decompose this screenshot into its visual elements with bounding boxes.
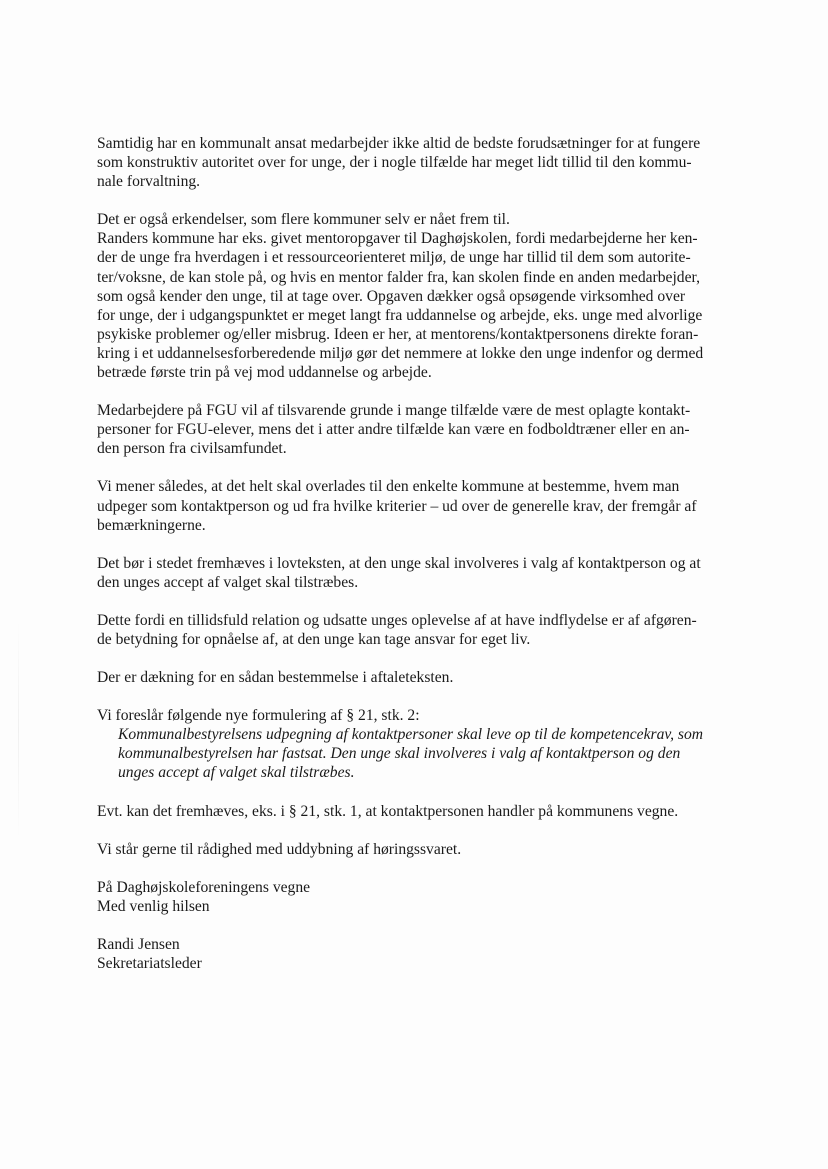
text-line: Vi mener således, at det helt skal overlades til den enkelte kommune at bestemme, hvem man — [97, 478, 680, 496]
scan-edge-shadow — [18, 620, 19, 840]
on-behalf-line: På Daghøjskoleforeningens vegne — [97, 878, 311, 896]
paragraph-stk1 — [97, 802, 745, 821]
letter-body — [97, 134, 745, 973]
text-line: Samtidig har en kommunalt ansat medarbejder ikke altid de bedste forudsætninger for at fungere — [97, 135, 701, 152]
proposal-quote-line: kommunalbestyrelsen har fastsat. Den unge skal involveres i valg af kontaktperson og den — [118, 745, 681, 763]
text-line: Det bør i stedet fremhæves i lovteksten, at den unge skal involveres i valg af kontaktperson og at — [97, 554, 701, 572]
text-line: som konstruktiv autoritet over for unge, der i nogle tilfælde har meget lidt tillid til den kommu- — [97, 154, 692, 172]
text-line: som også kender den unge, til at tage over. Opgaven dækker også opsøgende virksomhed over — [97, 287, 686, 305]
text-line: bemærkningerne. — [97, 516, 206, 534]
text-line: udpeger som kontaktperson og ud fra hvilke kriterier – ud over de generelle krav, der fremgår af — [97, 497, 697, 515]
paragraph-autoritet — [97, 134, 745, 191]
text-line: de betydning for opnåelse af, at den unge kan tage ansvar for eget liv. — [97, 630, 531, 648]
proposal-quote-line: Kommunalbestyrelsens udpegning af kontaktpersoner skal leve op til de kompetencekrav, som — [118, 726, 704, 744]
text-line: den person fra civilsamfundet. — [97, 440, 287, 458]
text-line: personer for FGU-elever, mens det i atter andre tilfælde kan være en fodboldtræner eller en an- — [97, 421, 690, 439]
text-line: den unges accept af valget skal tilstræbes. — [97, 573, 359, 591]
text-line: nale forvaltning. — [97, 173, 201, 191]
text-line: ter/voksne, de kan stole på, og hvis en mentor falder fra, kan skolen finde en anden medarbejder, — [97, 268, 700, 286]
signature-name-block — [97, 935, 745, 973]
paragraph-aftaletekst — [97, 668, 745, 687]
text-line: Evt. kan det fremhæves, eks. i § 21, stk. 1, at kontaktpersonen handler på kommunens vegne. — [97, 802, 679, 820]
paragraph-randers — [97, 210, 745, 382]
text-line: Dette fordi en tillidsfuld relation og udsatte unges oplevelse af at have indflydelse er af afgøren- — [97, 611, 697, 629]
paragraph-tillid — [97, 611, 745, 649]
text-line: Randers kommune har eks. givet mentoropgaver til Daghøjskolen, fordi medarbejderne her ken- — [97, 230, 698, 248]
paragraph-uddybning — [97, 840, 745, 859]
text-line: psykiske problemer og/eller misbrug. Ideen er her, at mentorens/kontaktpersonens direkte foran- — [97, 325, 699, 343]
text-line: Vi står gerne til rådighed med uddybning af høringssvaret. — [97, 840, 462, 858]
signer-name: Randi Jensen — [97, 935, 180, 953]
text-line: Medarbejdere på FGU vil af tilsvarende grunde i mange tilfælde være de mest oplagte kontakt- — [97, 402, 691, 420]
text-line: betræde første trin på vej mod uddannelse og arbejde. — [97, 364, 432, 382]
proposal-intro: Vi foreslår følgende nye formulering af § 21, stk. 2: — [97, 707, 420, 725]
paragraph-fgu — [97, 401, 745, 458]
text-line: der de unge fra hverdagen i et ressourceorienteret miljø, de unge har tillid til dem som autorite- — [97, 249, 691, 267]
proposal-quote-line: unges accept af valget skal tilstræbes. — [118, 764, 355, 782]
paragraph-proposal — [97, 706, 745, 782]
paragraph-lovtekst — [97, 554, 745, 592]
signer-title: Sekretariatsleder — [97, 955, 202, 972]
paragraph-kommune-bestemmer — [97, 477, 745, 534]
text-line: kring i et uddannelsesforberedende miljø gør det nemmere at lokke den unge indenfor og dermed — [97, 344, 704, 362]
greeting-line: Med venlig hilsen — [97, 897, 210, 915]
text-line: Det er også erkendelser, som flere kommuner selv er nået frem til. — [97, 211, 510, 229]
text-line: for unge, der i udgangspunktet er meget langt fra uddannelse og arbejde, eks. unge med alvorlige — [97, 306, 703, 324]
signature-greeting-block — [97, 878, 745, 916]
text-line: Der er dækning for en sådan bestemmelse i aftaleteksten. — [97, 669, 454, 687]
